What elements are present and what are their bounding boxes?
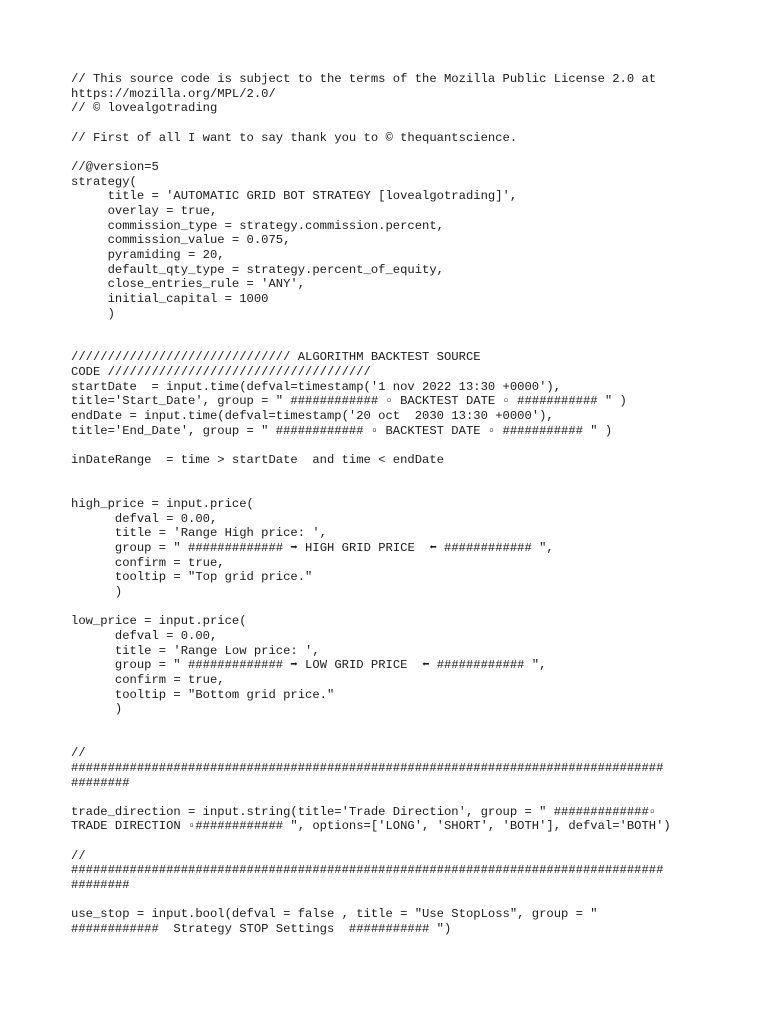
code-line [71, 893, 761, 908]
code-line: // © lovealgotrading [71, 101, 218, 116]
code-line: inDateRange = time > startDate and time < endDate [71, 453, 444, 468]
code-line: ################################################################################# [71, 863, 664, 878]
code-line [71, 834, 761, 849]
code-line [71, 468, 761, 483]
code-line: ################################################################################# [71, 760, 664, 775]
code-line: strategy( [71, 174, 137, 189]
code-line: tooltip = "Top grid price." [71, 570, 313, 585]
code-line: high_price = input.price( [71, 497, 254, 512]
code-line: title='End_Date', group = " ############ ▫ BACKTEST DATE ▫ ########### " ) [71, 423, 613, 438]
code-line: group = " ############# ➡ LOW GRID PRICE ⬅ ############ ", [71, 658, 547, 673]
code-line: tooltip = "Bottom grid price." [71, 687, 335, 702]
code-line: title = 'AUTOMATIC GRID BOT STRATEGY [lovealgotrading]', [71, 189, 518, 204]
code-line: ) [71, 306, 115, 321]
code-line: // This source code is subject to the terms of the Mozilla Public License 2.0 at [71, 72, 657, 86]
code-line [71, 438, 761, 453]
source-code-block [71, 72, 761, 937]
code-line [71, 145, 761, 160]
code-line: https://mozilla.org/MPL/2.0/ [71, 86, 276, 101]
code-line: TRADE DIRECTION ▫############ ", options=['LONG', 'SHORT', 'BOTH'], defval='BOTH') [71, 819, 671, 834]
code-line: CODE //////////////////////////////////// [71, 365, 371, 380]
code-line: use_stop = input.bool(defval = false , title = "Use StopLoss", group = " [71, 907, 598, 922]
code-line: defval = 0.00, [71, 511, 218, 526]
code-line: commission_type = strategy.commission.percent, [71, 218, 444, 233]
code-line [71, 732, 761, 747]
code-line: trade_direction = input.string(title='Trade Direction', group = " #############▫ [71, 804, 657, 819]
code-line [71, 482, 761, 497]
code-line [71, 790, 761, 805]
code-line: initial_capital = 1000 [71, 291, 269, 306]
code-line: endDate = input.time(defval=timestamp('20 oct 2030 13:30 +0000'), [71, 409, 554, 424]
code-line: title='Start_Date', group = " ############ ▫ BACKTEST DATE ▫ ########### " ) [71, 394, 627, 409]
code-line [71, 717, 761, 732]
code-line [71, 321, 761, 336]
code-line: //@version=5 [71, 159, 159, 174]
code-line: ######## [71, 775, 130, 790]
code-line [71, 336, 761, 351]
code-line: default_qty_type = strategy.percent_of_equity, [71, 262, 444, 277]
code-line: ) [71, 702, 123, 717]
code-line: ////////////////////////////// ALGORITHM BACKTEST SOURCE [71, 350, 481, 365]
code-line: pyramiding = 20, [71, 247, 225, 262]
code-line: // [71, 746, 86, 761]
code-line: confirm = true, [71, 555, 225, 570]
code-line: defval = 0.00, [71, 628, 218, 643]
code-line [71, 600, 761, 615]
code-line: startDate = input.time(defval=timestamp('1 nov 2022 13:30 +0000'), [71, 379, 562, 394]
code-line: title = 'Range Low price: ', [71, 643, 320, 658]
code-line: commission_value = 0.075, [71, 233, 291, 248]
code-line: // [71, 848, 86, 863]
code-line: group = " ############# ➡ HIGH GRID PRICE ⬅ ############ ", [71, 541, 554, 555]
code-line: confirm = true, [71, 672, 225, 687]
code-line [71, 116, 761, 131]
code-line: close_entries_rule = 'ANY', [71, 277, 306, 292]
code-line: overlay = true, [71, 203, 218, 218]
code-line: ############ Strategy STOP Settings ########### ") [71, 922, 452, 937]
code-line: // First of all I want to say thank you to © thequantscience. [71, 130, 518, 145]
code-line: title = 'Range High price: ', [71, 526, 327, 541]
code-line: ) [71, 584, 123, 599]
code-line: low_price = input.price( [71, 614, 247, 629]
code-line: ######## [71, 878, 130, 893]
